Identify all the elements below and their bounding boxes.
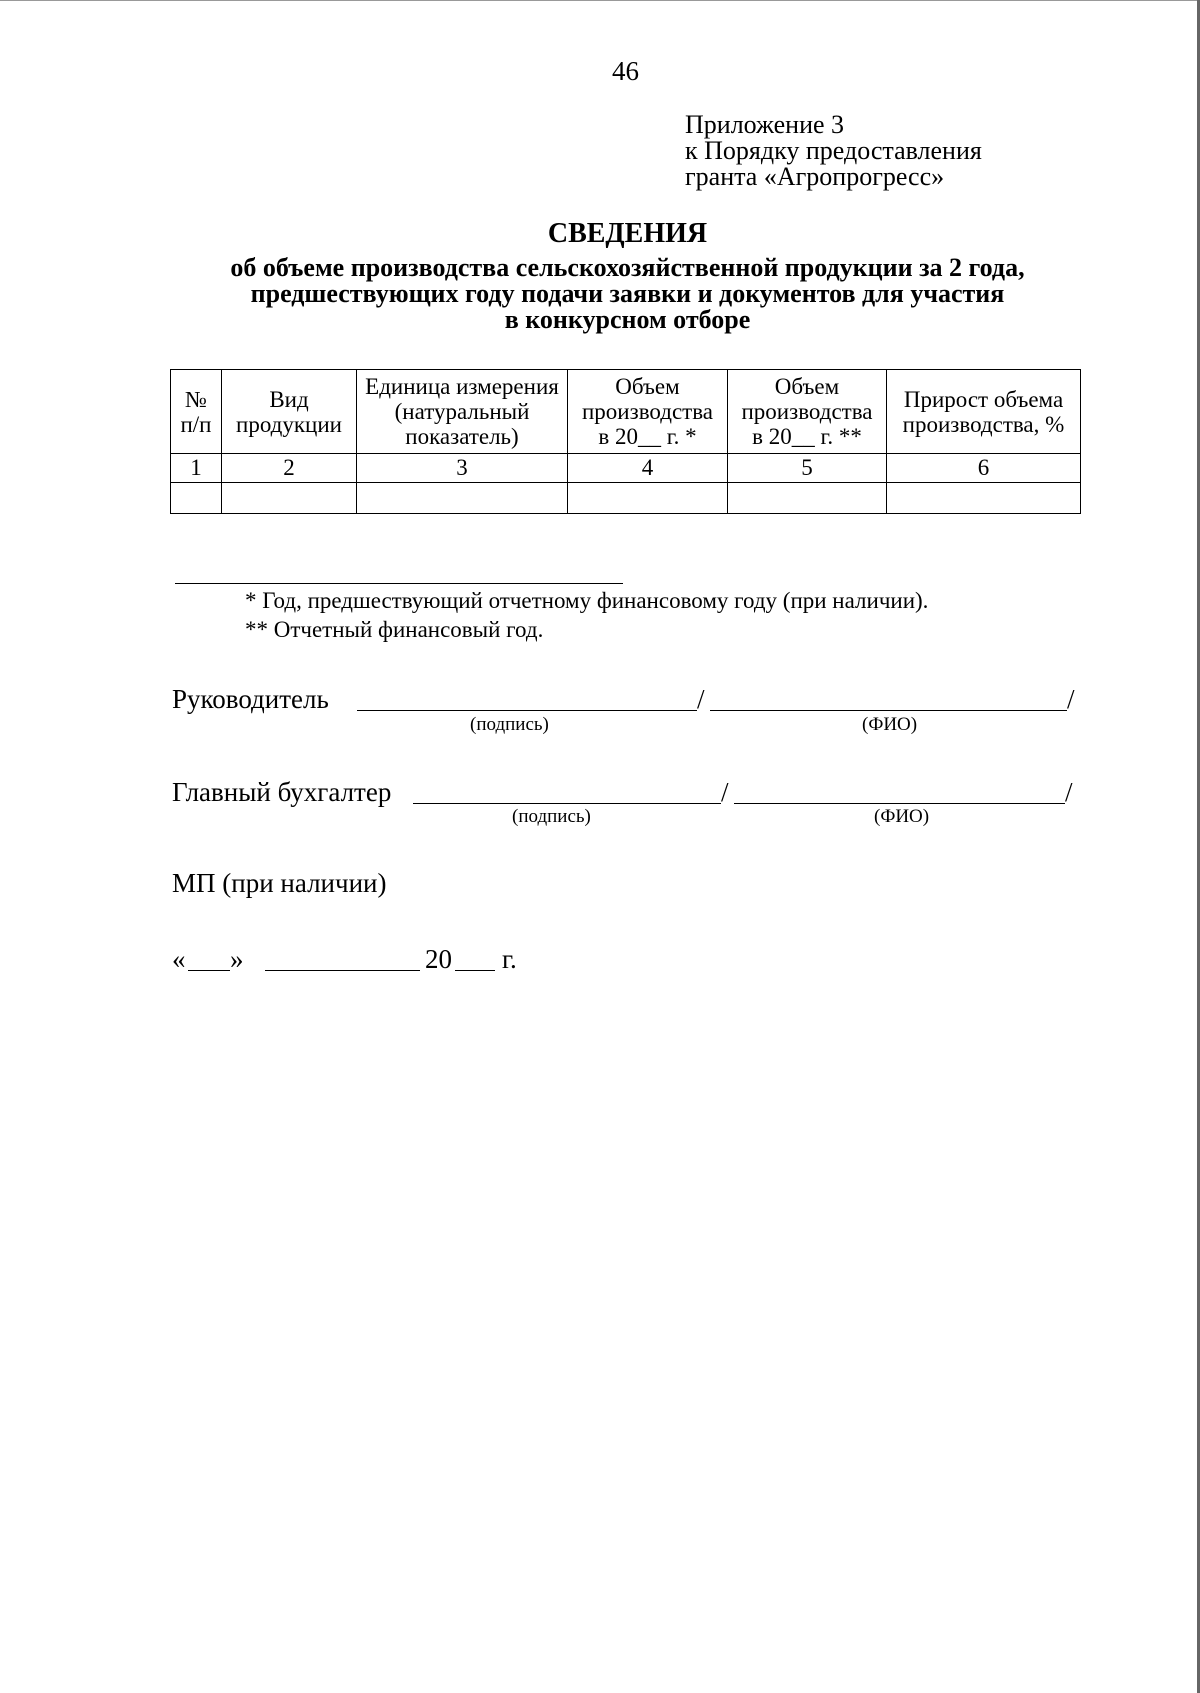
date-year-line [455,970,495,971]
column-number-cell: 3 [357,454,568,483]
page-number: 46 [612,56,639,86]
head-name-line [710,710,1067,711]
footnote-1: * Год, предшествующий отчетному финансовому году (при наличии). [245,588,929,613]
table-column-number-row [171,454,1081,483]
column-number-cell: 6 [887,454,1081,483]
column-number-cell: 5 [728,454,887,483]
date-year-suffix: г. [502,944,517,974]
accountant-slash: / [721,777,729,807]
date-day-line [188,970,230,971]
header-cell-volume-prev: Объем производства в 20__ г. * [568,370,728,454]
appendix-block [685,112,982,190]
accountant-label: Главный бухгалтер [172,777,392,807]
table-header-row [171,370,1081,454]
head-signature-line [357,710,697,711]
document-title: СВЕДЕНИЯ [547,218,708,249]
head-slash-end: / [1067,684,1075,714]
accountant-slash-end: / [1065,777,1073,807]
empty-cell [728,483,887,514]
column-number-cell: 1 [171,454,222,483]
document-subtitle [100,255,1155,333]
production-table [170,369,1081,514]
header-cell-number: № п/п [171,370,222,454]
empty-cell [357,483,568,514]
date-year-prefix: 20 [425,944,452,974]
header-cell-volume-report: Объем производства в 20__ г. ** [728,370,887,454]
column-number-cell: 2 [222,454,357,483]
head-label: Руководитель [172,684,329,714]
empty-cell [568,483,728,514]
date-close-quote: » [230,944,244,974]
empty-cell [222,483,357,514]
accountant-signature-line [413,803,721,804]
appendix-line: к Порядку предоставления [685,136,982,165]
header-cell-product-type: Вид продукции [222,370,357,454]
accountant-signature-caption: (подпись) [512,806,591,827]
appendix-line: гранта «Агропрогресс» [685,162,945,191]
accountant-name-caption: (ФИО) [874,806,930,827]
stamp-note: МП (при наличии) [172,868,387,898]
accountant-name-line [734,803,1065,804]
footnote-2: ** Отчетный финансовый год. [245,617,544,642]
empty-cell [171,483,222,514]
header-cell-growth: Прирост объема производства, % [887,370,1081,454]
empty-cell [887,483,1081,514]
head-name-caption: (ФИО) [862,714,918,735]
subtitle-line: в конкурсном отборе [504,305,751,334]
date-open-quote: « [172,944,186,974]
appendix-line: Приложение 3 [685,110,845,139]
head-slash: / [697,684,705,714]
table-empty-row [171,483,1081,514]
header-cell-unit: Единица измерения (натуральный показатель) [357,370,568,454]
subtitle-line: предшествующих году подачи заявки и документов для участия [250,279,1005,308]
head-signature-caption: (подпись) [470,714,549,735]
subtitle-line: об объеме производства сельскохозяйственной продукции за 2 года, [230,253,1025,282]
date-month-line [265,970,420,971]
column-number-cell: 4 [568,454,728,483]
page-top-edge [0,0,1200,1]
footnote-separator [175,583,623,584]
